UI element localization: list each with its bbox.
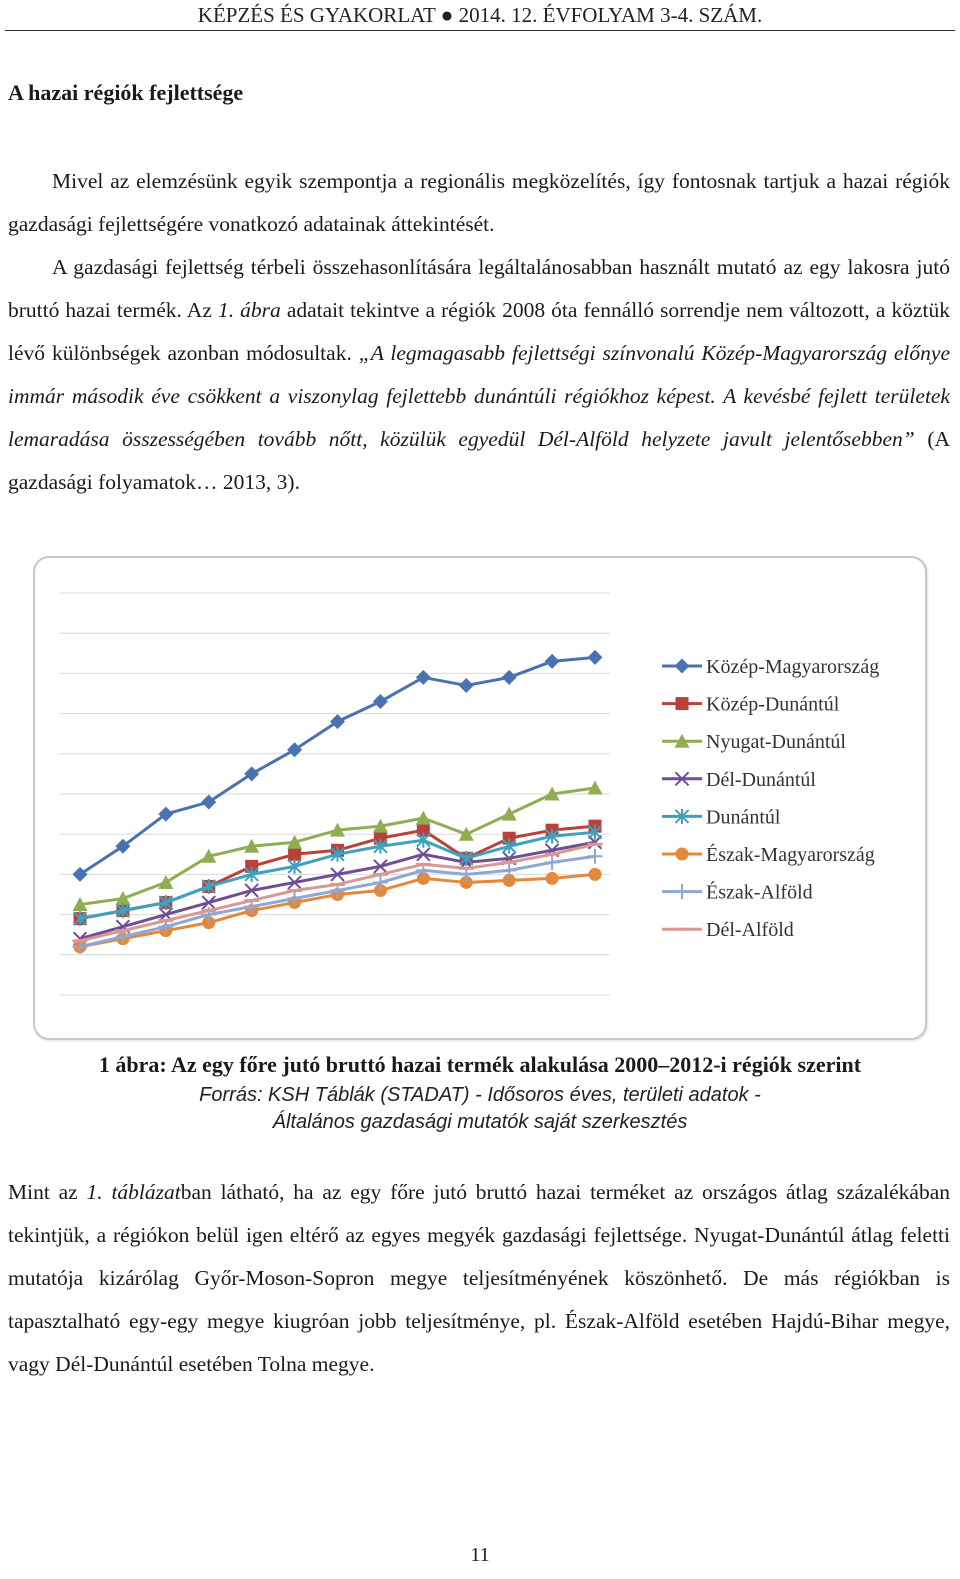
legend-label: Közép-Dunántúl — [706, 693, 840, 716]
text-span: A gazdasági fejlettség térbeli összehasonlítására legáltalánosabban használt mutató az egy lakosra jutó bruttó hazai termék. Az — [8, 255, 950, 322]
legend-label: Dél-Alföld — [706, 919, 794, 942]
data-point — [589, 868, 602, 881]
figure-caption: 1 ábra: Az egy főre jutó bruttó hazai termék alakulása 2000–2012-i régiók szerint — [98, 1052, 862, 1077]
legend-label: Nyugat-Dunántúl — [706, 731, 846, 754]
text-span: ban látható, ha az egy főre jutó bruttó hazai terméket az országos átlag százalékában tekintjük, a régiókon belül igen eltérő az egyes megyék gazdasági fejlettsége. Nyugat-Dunántúl átlag feletti mutatója kizárólag Győr-Moson-Sopron megye teljesítményének köszönhető. De más régiókban is tapasztalható egy-egy megye kiugróan jobb teljesítménye, pl. Észak-Alföld esetében Hajdú-Bihar megye, vagy Dél-Dunántúl esetében Tolna megye. — [8, 1180, 950, 1376]
text-span: Mint az — [8, 1180, 87, 1204]
legend-label: Dél-Dunántúl — [706, 768, 816, 791]
figure-source-line-1: Forrás: KSH Táblák (STADAT) - Idősoros éves, területi adatok - — [199, 1084, 761, 1106]
header-divider — [5, 30, 955, 31]
paragraph-sentence-1: Mivel az elemzésünk egyik szempontja a regionális megközelítés, így fontosnak tartjuk a hazai régiók gazdasági fejlettségére vonatkozó adatainak áttekintését. — [8, 169, 950, 236]
chart-frame — [33, 556, 927, 1040]
legend-marker — [676, 697, 689, 710]
data-point — [201, 795, 216, 810]
paragraph-table-discussion — [8, 1171, 950, 1386]
paragraph-intro — [8, 160, 950, 504]
legend-label: Észak-Magyarország — [706, 844, 875, 866]
figure-source-line-2: Általános gazdasági mutatók saját szerkesztés — [272, 1111, 688, 1133]
paragraph-sentence-2 — [8, 246, 950, 504]
figure-reference: 1. ábra — [217, 298, 281, 322]
data-point — [373, 694, 388, 709]
data-point — [73, 867, 88, 882]
text-span: adatait tekintve a régiók 2008 óta fennálló sorrendje nem változott, a köztük lévő különbségek azonban módosultak. — [8, 298, 950, 365]
page-number: 11 — [470, 1544, 490, 1566]
running-header: KÉPZÉS ÉS GYAKORLAT ● 2014. 12. ÉVFOLYAM 3-4. SZÁM. — [197, 3, 763, 27]
data-point — [545, 654, 560, 669]
legend-label: Közép-Magyarország — [706, 656, 880, 678]
data-point — [545, 855, 560, 870]
figure-source — [0, 1082, 960, 1136]
gdp-line-chart — [35, 558, 925, 1038]
data-point — [287, 742, 302, 757]
data-point — [502, 807, 517, 821]
data-point — [546, 872, 559, 885]
legend-marker — [675, 659, 690, 674]
table-reference: 1. táblázat — [86, 1180, 181, 1204]
data-point — [502, 670, 517, 685]
citation: (A gazdasági folyamatok… 2013, 3). — [8, 427, 950, 494]
data-point — [416, 670, 431, 685]
legend-label: Észak-Alföld — [706, 881, 813, 904]
data-point — [502, 863, 517, 878]
series-line-0 — [80, 657, 595, 874]
legend-label: Dunántúl — [706, 806, 781, 829]
quotation: „A legmagasabb fejlettségi színvonalú Közép-Magyarország előnye immár második éve csökkent a viszonylag fejlettebb dunántúli régiókhoz képest. A kevésbé fejlett területek lemaradása összességében tovább nőtt, közülük egyedül Dél-Alföld helyzete javult jelentősebben” — [8, 341, 950, 451]
legend-marker — [675, 884, 690, 899]
data-point — [330, 714, 345, 729]
legend-marker — [676, 848, 689, 861]
data-point — [588, 849, 603, 864]
data-point — [244, 766, 259, 781]
data-point — [158, 875, 173, 889]
data-point — [588, 650, 603, 665]
data-point — [288, 848, 301, 861]
data-point — [459, 678, 474, 693]
section-title: A hazai régiók fejlettsége — [8, 80, 244, 105]
